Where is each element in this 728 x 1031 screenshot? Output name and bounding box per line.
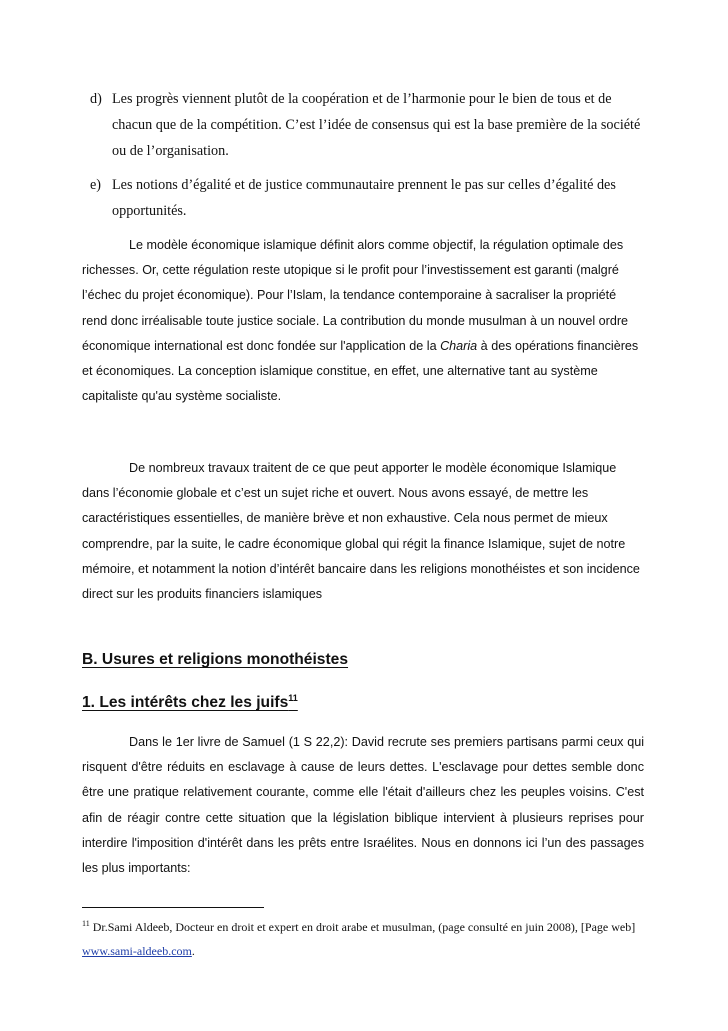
subheading: [82, 693, 298, 712]
paragraph-text: Dans le 1er livre de Samuel (1 S 22,2): David recrute ses premiers partisans parmi ceux qui risquent d'être réduits en esclavage à cause de leurs dettes. L'esclavage pour dettes semble donc être une pratique relativement courante, comme elle l'était d'ailleurs chez les peuples voisins. C'est afin de réagir contre cette situation que la législation biblique intervient à plusieurs reprises pour interdire l'imposition d'intérêt dans les prêts entre Israélites. Nous en donnons ici l’un des passages les plus importants:: [82, 735, 644, 876]
paragraph-text: à des opérations financières et économiques. La conception islamique constitue, en effet, une alternative tant au système capitaliste qu'au système socialiste.: [82, 338, 639, 404]
italic-term: Charia: [440, 338, 478, 353]
list-item-text: Les notions d’égalité et de justice communautaire prennent le pas sur celles d’égalité des opportunités.: [112, 177, 616, 219]
paragraph-islamic-economic-model: [82, 233, 642, 409]
footnote-text: Dr.Sami Aldeeb, Docteur en droit et expert en droit arabe et musulman, (page consulté en juin 2008), [Page web]: [89, 920, 636, 934]
list-item-text: Les progrès viennent plutôt de la coopération et de l’harmonie pour le bien de tous et de chacun que de la compétition. C’est l’idée de consensus qui est la base première de la société ou de l’organisation.: [112, 91, 641, 159]
list-item-d: [90, 86, 650, 164]
footnote-ref[interactable]: 11: [288, 693, 298, 703]
list-marker: d): [90, 91, 102, 107]
footnote: [82, 912, 644, 963]
footnote-link[interactable]: www.sami-aldeeb.com: [82, 944, 192, 958]
paragraph-many-works: [82, 456, 642, 607]
subheading-text: 1. Les intérêts chez les juifs: [82, 694, 289, 712]
footnote-end: .: [191, 944, 195, 958]
paragraph-samuel: [82, 730, 644, 881]
paragraph-text: Le modèle économique islamique définit alors comme objectif, la régulation optimale des richesses. Or, cette régulation reste utopique si le profit pour l’investissement est garanti (malgré l’échec du projet économique). Pour l’Islam, la tendance contemporaine à sacraliser la propriété rend donc irréalisable toute justice sociale. La contribution du monde musulman à un nouvel ordre économique international est donc fondée sur l'application de la: [82, 238, 629, 353]
list-item-e: [90, 172, 650, 224]
footnote-separator: [82, 907, 264, 908]
paragraph-text: De nombreux travaux traitent de ce que peut apporter le modèle économique Islamique dans l’économie globale et c’est un sujet riche et ouvert. Nous avons essayé, de mettre les caractéristiques essentielles, de manière brève et non exhaustive. Cela nous permet de mieux comprendre, par la suite, le cadre économique global qui régit la finance Islamique, sujet de notre mémoire, et notamment la notion d’intérêt bancaire dans les religions monothéistes et son incidence direct sur les produits financiers islamiques: [82, 461, 640, 602]
section-heading: B. Usures et religions monothéistes: [82, 651, 349, 668]
list-marker: e): [90, 177, 102, 193]
footnote-number: 11: [82, 919, 90, 928]
